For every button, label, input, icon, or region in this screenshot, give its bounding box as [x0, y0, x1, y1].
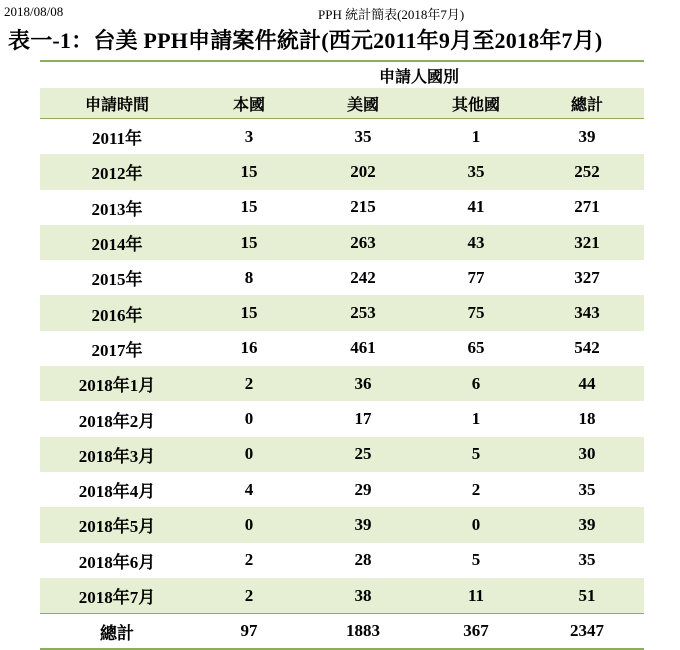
row-usa: 202	[304, 154, 422, 189]
row-total: 35	[578, 550, 596, 570]
row-date: 2018年6月	[78, 552, 156, 572]
row-usa: 242	[350, 267, 376, 287]
row-usa: 28	[354, 550, 372, 570]
row-date: 2018年3月	[40, 437, 194, 472]
row-date: 2014年	[40, 225, 194, 260]
table-row	[40, 331, 644, 366]
row-domestic: 2	[194, 366, 304, 401]
row-domestic: 2	[194, 578, 304, 614]
total-row	[40, 614, 644, 650]
row-other: 5	[471, 550, 481, 570]
group-header-row	[40, 61, 644, 88]
column-header-usa: 美國	[304, 88, 422, 119]
table-row	[40, 507, 644, 542]
row-total: 542	[574, 338, 600, 358]
row-domestic: 0	[244, 409, 254, 429]
row-usa: 263	[304, 225, 422, 260]
table-title: 表一-1：台美 PPH申請案件統計(西元2011年9月至2018年7月)	[8, 28, 603, 53]
row-other: 6	[422, 366, 530, 401]
row-other: 11	[422, 578, 530, 614]
row-usa: 215	[350, 197, 376, 217]
column-header-total: 總計	[530, 88, 644, 119]
row-usa: 461	[350, 338, 376, 358]
total-grand: 2347	[530, 614, 644, 650]
row-usa: 39	[304, 507, 422, 542]
row-total: 343	[530, 295, 644, 330]
row-date: 2016年	[40, 295, 194, 330]
row-domestic: 0	[194, 437, 304, 472]
row-total: 327	[574, 267, 600, 287]
row-date: 2018年4月	[78, 482, 156, 502]
row-date: 2012年	[40, 154, 194, 189]
row-usa: 253	[304, 295, 422, 330]
total-other: 367	[422, 614, 530, 650]
row-usa: 29	[354, 479, 372, 499]
column-header-row	[40, 88, 644, 119]
total-usa: 1883	[304, 614, 422, 650]
row-other: 43	[422, 225, 530, 260]
row-total: 271	[574, 197, 600, 217]
row-other: 1	[471, 409, 481, 429]
row-usa: 17	[354, 409, 372, 429]
table-row	[40, 260, 644, 295]
header-doc-title: PPH 統計簡表(2018年7月)	[318, 7, 465, 22]
column-header-date: 申請時間	[40, 88, 194, 119]
row-other: 75	[422, 295, 530, 330]
table-row	[40, 119, 644, 155]
row-domestic: 3	[244, 126, 254, 146]
table-row	[40, 225, 644, 260]
row-usa: 35	[354, 126, 372, 146]
row-date: 2018年2月	[78, 411, 156, 431]
row-domestic: 15	[194, 225, 304, 260]
row-domestic: 0	[194, 507, 304, 542]
applicant-country-group-header: 申請人國別	[194, 61, 644, 88]
row-date: 2011年	[91, 129, 143, 149]
group-header-spacer	[40, 61, 194, 88]
row-usa: 25	[304, 437, 422, 472]
table-row	[40, 578, 644, 614]
row-date: 2013年	[91, 199, 143, 219]
row-other: 2	[471, 479, 481, 499]
total-label: 總計	[40, 614, 194, 650]
table-row	[40, 401, 644, 436]
row-date: 2015年	[91, 270, 143, 290]
row-date: 2018年5月	[40, 507, 194, 542]
header-date: 2018/08/08	[4, 4, 64, 19]
row-total: 321	[530, 225, 644, 260]
table-row	[40, 295, 644, 330]
row-domestic: 8	[244, 267, 254, 287]
row-total: 39	[530, 507, 644, 542]
row-usa: 36	[304, 366, 422, 401]
row-domestic: 15	[194, 154, 304, 189]
row-other: 77	[467, 267, 485, 287]
total-domestic: 97	[194, 614, 304, 650]
table-row	[40, 190, 644, 225]
row-other: 65	[467, 338, 485, 358]
row-date: 2018年7月	[40, 578, 194, 614]
column-header-domestic: 本國	[194, 88, 304, 119]
row-domestic: 16	[240, 338, 258, 358]
table-body	[40, 119, 644, 614]
row-total: 44	[530, 366, 644, 401]
table-row	[40, 154, 644, 189]
table-row	[40, 543, 644, 578]
row-other: 41	[467, 197, 485, 217]
row-total: 35	[578, 479, 596, 499]
row-domestic: 2	[244, 550, 254, 570]
table-row	[40, 437, 644, 472]
row-domestic: 15	[194, 295, 304, 330]
row-usa: 38	[304, 578, 422, 614]
row-date: 2017年	[91, 340, 143, 360]
pph-statistics-table	[40, 60, 644, 650]
row-total: 18	[578, 409, 596, 429]
table-row	[40, 366, 644, 401]
row-other: 35	[422, 154, 530, 189]
row-other: 1	[471, 126, 481, 146]
row-other: 0	[422, 507, 530, 542]
row-domestic: 15	[240, 197, 258, 217]
column-header-other: 其他國	[422, 88, 530, 119]
table-row	[40, 472, 644, 507]
row-domestic: 4	[244, 479, 254, 499]
row-total: 39	[578, 126, 596, 146]
row-total: 252	[530, 154, 644, 189]
row-date: 2018年1月	[40, 366, 194, 401]
row-other: 5	[422, 437, 530, 472]
row-total: 30	[530, 437, 644, 472]
row-total: 51	[530, 578, 644, 614]
